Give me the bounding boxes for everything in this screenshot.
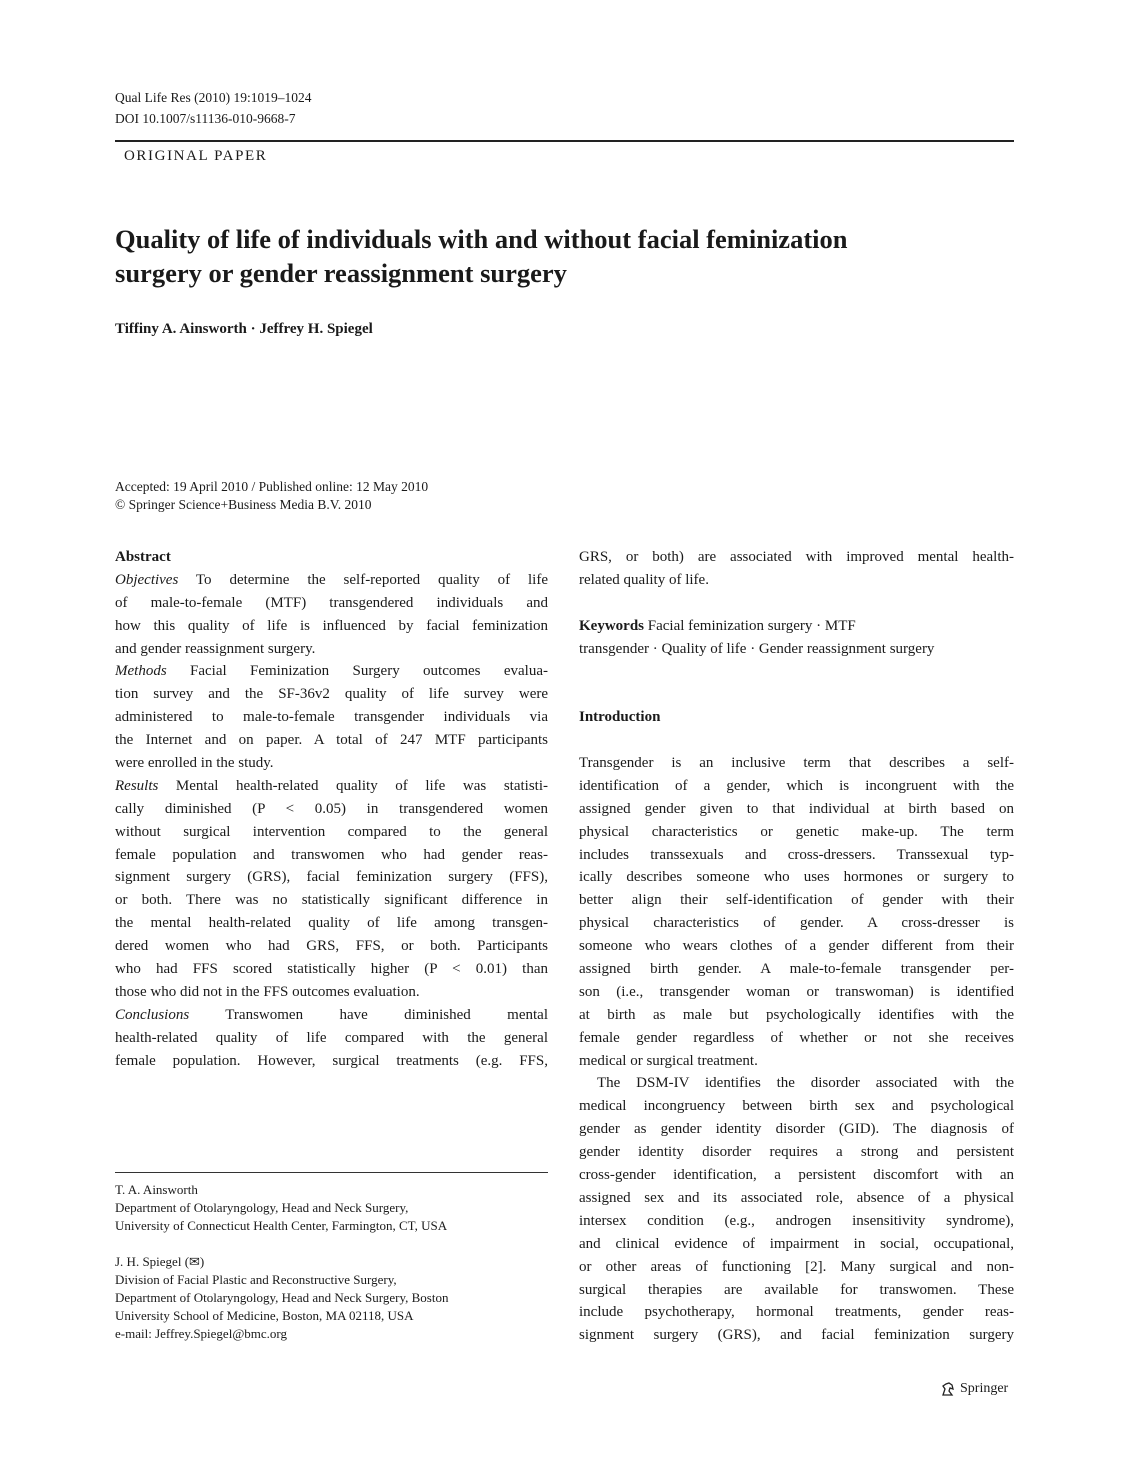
- spacer: [579, 683, 1014, 706]
- abstract-line: [115, 569, 548, 592]
- journal-citation: Qual Life Res (2010) 19:1019–1024: [115, 90, 312, 105]
- intro-line: cross-gender identification, a persistent discomfort with an: [579, 1167, 1014, 1184]
- affiliation-line: University School of Medicine, Boston, MA 02118, USA: [115, 1308, 414, 1323]
- intro-line: assigned sex and its associated role, absence of a physical: [579, 1189, 1014, 1206]
- keywords-line: [579, 615, 1014, 638]
- springer-horse-icon: [940, 1381, 956, 1397]
- intro-line: identification of a gender, which is incongruent with the: [579, 777, 1014, 794]
- affiliation-ainsworth: [115, 1181, 447, 1235]
- affiliation-line: Department of Otolaryngology, Head and Neck Surgery,: [115, 1200, 409, 1215]
- intro-line: medical or surgical treatment.: [579, 1052, 758, 1069]
- abstract-text: those who did not in the FFS outcomes evaluation.: [115, 983, 420, 1000]
- abstract-line: [115, 935, 548, 958]
- abstract-line: [115, 844, 548, 867]
- intro-line: someone who wears clothes of a gender different from their: [579, 938, 1014, 955]
- intro-line: son (i.e., transgender woman or transwoman) is identified: [579, 983, 1014, 1000]
- abstract-text: or both. There was no statistically significant difference in: [115, 892, 548, 909]
- spacer: [579, 592, 1014, 615]
- intro-line: Transgender is an inclusive term that describes a self-: [579, 755, 1014, 772]
- abstract-heading: Abstract: [115, 549, 171, 565]
- abstract-text: how this quality of life is influenced by facial feminization: [115, 617, 548, 634]
- abstract-text: who had FFS scored statistically higher (P < 0.01) than: [115, 961, 548, 978]
- abstract-line: [115, 889, 548, 912]
- abstract-label: Conclusions: [115, 1006, 190, 1023]
- keywords-line: transgender · Quality of life · Gender reassignment surgery: [579, 640, 935, 657]
- abstract-line: [115, 1027, 548, 1050]
- abstract-line: [115, 1004, 548, 1027]
- abstract-text: the Internet and on paper. A total of 247 MTF participants: [115, 732, 548, 749]
- intro-line: physical characteristics of gender. A cross-dresser is: [579, 915, 1014, 932]
- affiliation-line: T. A. Ainsworth: [115, 1182, 198, 1197]
- intro-line: better align their self-identification of gender with their: [579, 892, 1014, 909]
- abstract-text: Facial Feminization Surgery outcomes evalua-: [166, 663, 548, 680]
- abstract-line: [115, 912, 548, 935]
- spacer: [579, 729, 1014, 752]
- abstract-text: To determine the self-reported quality of life: [178, 571, 548, 588]
- abstract-text: female population. However, surgical treatments (e.g. FFS,: [115, 1052, 548, 1069]
- intro-line: includes transsexuals and cross-dressers. Transsexual typ-: [579, 846, 1014, 863]
- abstract-text: and gender reassignment surgery.: [115, 640, 316, 657]
- abstract-line: [115, 729, 548, 752]
- abstract-text: signment surgery (GRS), facial feminization surgery (FFS),: [115, 869, 548, 886]
- spacer: [579, 660, 1014, 683]
- intro-line: or other areas of functioning [2]. Many surgical and non-: [579, 1258, 1014, 1275]
- abstract-text: of male-to-female (MTF) transgendered individuals and: [115, 594, 548, 611]
- abstract-line: [115, 981, 548, 1004]
- authors: Tiffiny A. Ainsworth · Jeffrey H. Spiegel: [115, 321, 373, 337]
- abstract-text: were enrolled in the study.: [115, 755, 274, 772]
- intro-line: assigned gender given to that individual at birth based on: [579, 800, 1014, 817]
- abstract-line: [115, 615, 548, 638]
- affiliation-line: e-mail: Jeffrey.Spiegel@bmc.org: [115, 1326, 288, 1341]
- abstract-line: [115, 592, 548, 615]
- abstract-label: Methods: [115, 663, 167, 680]
- abstract-line: [115, 683, 548, 706]
- intro-line: assigned birth gender. A male-to-female transgender per-: [579, 961, 1014, 978]
- affiliation-line: University of Connecticut Health Center, Farmington, CT, USA: [115, 1218, 448, 1233]
- abstract-text: Mental health-related quality of life was statisti-: [158, 777, 548, 794]
- abstract-text: GRS, or both) are associated with improved mental health-: [579, 549, 1014, 565]
- affiliation-spiegel: [115, 1253, 448, 1343]
- abstract-text: without surgical intervention compared to the general: [115, 823, 548, 840]
- publisher-logo: [940, 1381, 1008, 1397]
- intro-line: medical incongruency between birth sex and psychological: [579, 1098, 1014, 1115]
- header-rule: [115, 140, 1014, 142]
- intro-line: physical characteristics or genetic make-up. The term: [579, 823, 1014, 840]
- abstract-text: dered women who had GRS, FFS, or both. Participants: [115, 938, 548, 955]
- abstract-text: administered to male-to-female transgender individuals via: [115, 709, 548, 726]
- intro-line: The DSM-IV identifies the disorder associated with the: [597, 1075, 1014, 1092]
- abstract-text: related quality of life.: [579, 571, 709, 588]
- copyright: © Springer Science+Business Media B.V. 2010: [115, 497, 372, 512]
- intro-line: gender identity disorder requires a strong and persistent: [579, 1144, 1014, 1161]
- abstract-label: Results: [115, 777, 159, 794]
- abstract-line: [115, 958, 548, 981]
- intro-line: at birth as male but psychologically identifies with the: [579, 1006, 1014, 1023]
- affiliation-line: Division of Facial Plastic and Reconstructive Surgery,: [115, 1272, 397, 1287]
- keywords-label: Keywords: [579, 617, 644, 634]
- affiliation-line: J. H. Spiegel (✉): [115, 1254, 205, 1269]
- intro-line: include psychotherapy, hormonal treatments, gender reas-: [579, 1304, 1014, 1321]
- abstract-line: [579, 546, 1014, 569]
- abstract-line: [115, 706, 548, 729]
- abstract-line: [115, 821, 548, 844]
- doi: DOI 10.1007/s11136-010-9668-7: [115, 111, 296, 126]
- abstract-line: [115, 752, 548, 775]
- intro-line: ically describes someone who uses hormones or surgery to: [579, 869, 1014, 886]
- left-column: [115, 546, 548, 1072]
- title-line: surgery or gender reassignment surgery: [115, 258, 567, 288]
- abstract-line: [115, 866, 548, 889]
- affiliation-line: Department of Otolaryngology, Head and Neck Surgery, Boston: [115, 1290, 449, 1305]
- abstract-text: female population and transwomen who had gender reas-: [115, 846, 548, 863]
- introduction-heading: Introduction: [579, 709, 661, 726]
- title-line: Quality of life of individuals with and without facial feminization: [115, 224, 848, 254]
- accepted-published: Accepted: 19 April 2010 / Published online: 12 May 2010: [115, 479, 429, 494]
- publication-dates: [115, 478, 428, 514]
- abstract-line: [115, 660, 548, 683]
- journal-header: [115, 87, 311, 129]
- abstract-line: [115, 1050, 548, 1073]
- paper-title: [115, 222, 1015, 290]
- intro-line: gender as gender identity disorder (GID). The diagnosis of: [579, 1121, 1014, 1138]
- section-label: ORIGINAL PAPER: [124, 148, 268, 164]
- publisher-name: Springer: [960, 1381, 1009, 1396]
- abstract-label: Objectives: [115, 571, 179, 588]
- abstract-text: Transwomen have diminished mental: [189, 1006, 548, 1023]
- abstract-line: [579, 569, 1014, 592]
- intro-line: intersex condition (e.g., androgen insensitivity syndrome),: [579, 1212, 1014, 1229]
- intro-line: surgical therapies are available for transwomen. These: [579, 1281, 1014, 1298]
- abstract-text: tion survey and the SF-36v2 quality of life survey were: [115, 686, 548, 703]
- intro-line: signment surgery (GRS), and facial feminization surgery: [579, 1327, 1014, 1344]
- abstract-text: the mental health-related quality of life among transgen-: [115, 915, 548, 932]
- abstract-line: [115, 775, 548, 798]
- right-column: [579, 546, 1014, 1347]
- keywords-text: Facial feminization surgery · MTF: [644, 617, 856, 634]
- abstract-text: cally diminished (P < 0.05) in transgendered women: [115, 800, 548, 817]
- footnote-rule: [115, 1172, 548, 1173]
- abstract-text: health-related quality of life compared with the general: [115, 1029, 548, 1046]
- abstract-line: [115, 638, 548, 661]
- intro-line: and clinical evidence of impairment in social, occupational,: [579, 1235, 1014, 1252]
- abstract-line: [115, 798, 548, 821]
- intro-line: female gender regardless of whether or not she receives: [579, 1029, 1014, 1046]
